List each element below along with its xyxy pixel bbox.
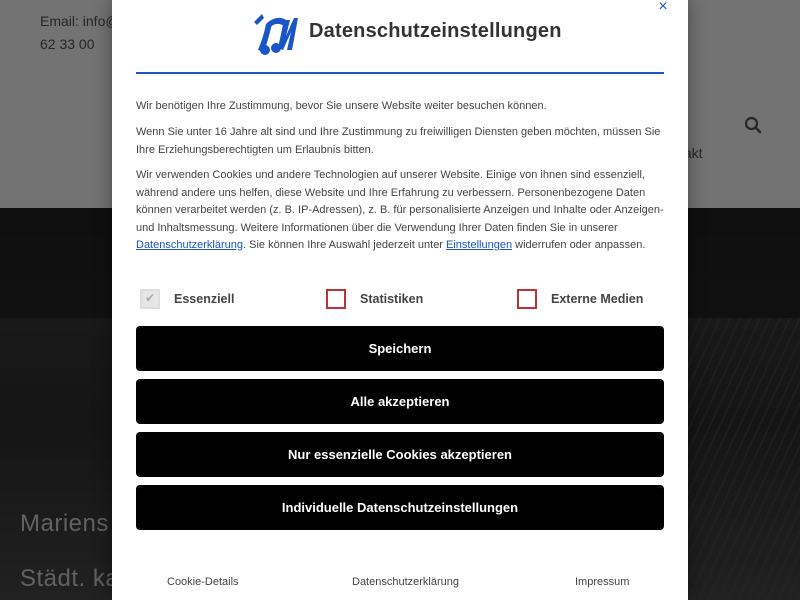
option-statistiken[interactable] (326, 288, 423, 310)
imprint-link[interactable]: Impressum (575, 576, 630, 588)
individual-settings-button[interactable]: Individuelle Datenschutzeinstellungen (136, 485, 664, 530)
consent-description: Wir verwenden Cookies und andere Technologien auf unserer Website. Einige von ihnen sind essenziell, während andere uns helfen, diese Website und Ihre Erfahrung zu verbessern. Personenbezogene Daten können verarbeitet werden (z. B. IP-Adressen), z. B. für personalisierte Anzeigen und Inhalte oder Anzeigen- und Inhaltsmessung. Weitere Informationen über die Verwendung Ihrer Daten finden Sie in unserer Datenschutzerklärung. Sie können Ihre Auswahl jederzeit unter Einstellungen widerrufen oder anpassen. (136, 169, 664, 251)
consent-intro: Wir benötigen Ihre Zustimmung, bevor Sie unsere Website weiter besuchen können. (136, 100, 547, 112)
option-label: Essenziell (174, 292, 235, 306)
option-externe-medien[interactable] (517, 288, 643, 310)
privacy-policy-link[interactable]: Datenschutzerklärung (136, 239, 244, 251)
consent-minors-notice: Wenn Sie unter 16 Jahre alt sind und Ihre Zustimmung zu freiwilligen Diensten geben möchten, müssen Sie Ihre Erziehungsberechtigten um Erlaubnis bitten. (136, 126, 661, 156)
logo-icon (252, 10, 300, 56)
consent-options (140, 288, 660, 310)
option-label: Externe Medien (551, 292, 644, 306)
close-icon[interactable]: × (658, 0, 668, 15)
save-button[interactable]: Speichern (136, 326, 664, 371)
accept-essential-button[interactable]: Nur essenzielle Cookies akzeptieren (136, 432, 664, 477)
checkbox-externe-medien[interactable] (517, 289, 537, 309)
consent-dialog (112, 0, 688, 600)
title-divider (136, 72, 664, 74)
cookie-details-link[interactable]: Cookie-Details (167, 576, 239, 588)
checkbox-essenziell[interactable] (140, 289, 160, 309)
footer-privacy-link[interactable]: Datenschutzerklärung (352, 576, 460, 588)
settings-link[interactable]: Einstellungen (446, 239, 513, 251)
dialog-title: Datenschutzeinstellungen (309, 20, 562, 42)
option-label: Statistiken (360, 292, 424, 306)
accept-all-button[interactable]: Alle akzeptieren (136, 379, 664, 424)
checkbox-statistiken[interactable] (326, 289, 346, 309)
option-essenziell[interactable] (140, 288, 234, 310)
